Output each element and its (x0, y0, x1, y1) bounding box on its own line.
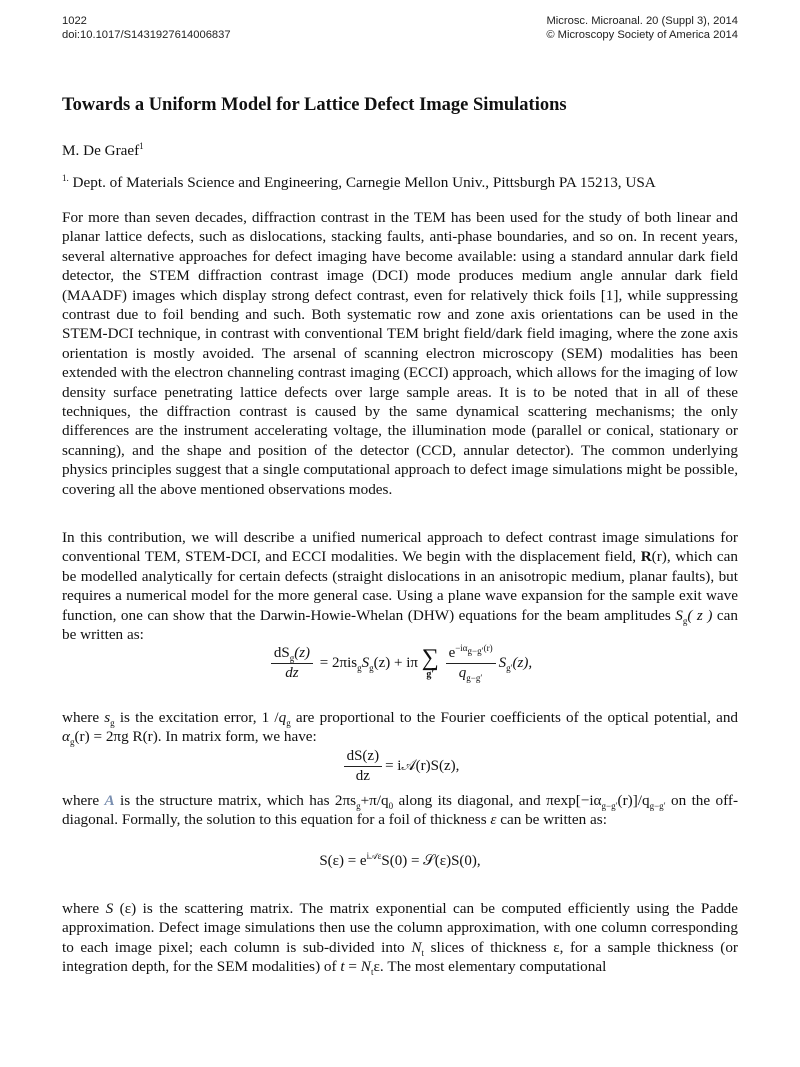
t: q (458, 665, 467, 681)
t: g (110, 718, 115, 729)
t: S (498, 654, 507, 671)
t: slices of thickness ε, for a sample thickness (or integration depth, for the SEM modalities) of (62, 938, 738, 976)
math-R: R (640, 548, 652, 566)
page-number: 1022 (62, 15, 87, 27)
paragraph-3 (62, 708, 738, 747)
t: +π/q (360, 792, 389, 809)
text: can be written as: (62, 606, 739, 644)
t: e (448, 645, 456, 661)
page-header-left (62, 14, 231, 42)
t: (r) (483, 643, 493, 653)
t: g (69, 737, 75, 748)
paragraph-2 (62, 528, 738, 644)
eq1-lhs (271, 644, 313, 683)
eq1-fraction (446, 644, 496, 683)
text: , which can be modelled analytically for certain defects (straight dislocations in an anisotropic medium, planar faults), but requires a numerical model for the more general case. Using a plane wave expansion for the sample exit wave function, one can show that the Darwin-Howie-Whelan (DHW) equations for the beam amplitudes (62, 548, 738, 624)
t: are proportional to the Fourier coefficients of the optical potential, and (290, 709, 739, 726)
equation-solution (0, 852, 800, 870)
t: t (340, 958, 345, 976)
math-r: (r) (651, 548, 667, 566)
t: S(ε) = e (319, 853, 367, 869)
math-z: ( z ) (687, 606, 713, 624)
t: where (62, 709, 105, 726)
author-affil-mark: 1 (139, 140, 144, 151)
t: (z) (294, 645, 311, 661)
t: = i𝒜(r)S(z), (385, 757, 460, 774)
t: N (360, 958, 371, 976)
t: t (370, 967, 374, 978)
t: g (286, 718, 291, 729)
t: 2πs (334, 792, 357, 809)
t: along its diagonal, and (393, 792, 547, 809)
t: S(0) = 𝒮(ε)S(0), (381, 853, 481, 869)
t: can be written as: (496, 811, 607, 829)
t: ∑ (421, 644, 439, 671)
t: dz (355, 768, 370, 784)
t: πexp[−iα (546, 792, 602, 809)
t: (z) + iπ (373, 654, 418, 671)
t: ε (490, 811, 497, 829)
t: ε. The most elementary computational (373, 958, 607, 976)
t: where (62, 792, 105, 809)
t: S (105, 900, 114, 917)
t: t (421, 947, 425, 958)
t: g−g′ (601, 801, 618, 812)
t: N (411, 938, 422, 956)
t: g (289, 653, 295, 663)
affil-text: Dept. of Materials Science and Engineering, Carnegie Mellon Univ., Pittsburgh PA 15213, USA (68, 174, 656, 191)
t: = (344, 958, 361, 976)
t: g′ (426, 668, 435, 680)
math-sub: g (682, 615, 688, 626)
t: i𝒜ε (366, 851, 382, 861)
t: g (369, 662, 374, 673)
eq2-lhs (344, 747, 383, 786)
t: (r)]/q (617, 792, 650, 809)
t: −iα (455, 643, 468, 653)
affiliation (62, 173, 738, 192)
paragraph-1: For more than seven decades, diffraction contrast in the TEM has been used for the study of both linear and planar lattice defects, such as dislocations, stacking faults, anti-phase boundaries, and so on. In recent years, several alternative approaches for defect imaging have become available: using a standard annular dark field detector, the STEM diffraction contrast image (DCI) mode produces medium angle annular dark field (MAADF) images which display strong defect contrast, even for relatively thick foils [1], while suppressing contrast due to foil bending and such. Both systematic row and zone axis orientations can be used in the STEM-DCI technique, in contrast with conventional TEM bright field/dark field imaging, where the zone axis orientation is mostly avoided. The arsenal of scanning electron microscopy (SEM) modalities has been extended with the electron channeling contrast imaging (ECCI) approach, which allows for the imaging of low density surface penetrating lattice defects over large sample areas. It is to be noted that in all of these techniques, the diffraction contrast is caused by the same dynamical scattering mechanisms; the only differences are the instrument accelerating voltage, the illumination mode (parallel or conical, stationary or scanning), and the shape and position of the detector (CCD, annular detector). The common underlying physics principles suggest that a single computational approach to defect image simulations might be possible, covering all the above mentioned observations modes. (62, 209, 738, 498)
t: on the off-diagonal. Formally, the solution to this equation for a foil of thickness (62, 792, 738, 829)
affil-mark: 1. (62, 172, 69, 183)
doi: doi:10.1017/S1431927614006837 (62, 29, 231, 41)
t: = 2πis (319, 654, 358, 671)
t: (ε) is the scattering matrix. The matrix exponential can be computed efficiently using the Padde approximation. Defect image simulations then use the column approximation, with one column corresponding to each image pixel; each column is sub-divided into (62, 900, 738, 956)
author (62, 141, 738, 160)
t: 0 (388, 801, 394, 812)
t: g (357, 662, 362, 673)
sum-symbol (421, 644, 439, 681)
math-A: A (104, 792, 115, 809)
t: g′ (506, 662, 513, 673)
t: s (104, 709, 111, 726)
t: (r) = 2πg R(r). In matrix form, we have: (74, 728, 317, 746)
paper-title: Towards a Uniform Model for Lattice Defect Image Simulations (62, 95, 567, 115)
t: g−g′ (649, 801, 666, 812)
t: dS(z) (344, 747, 383, 767)
t: is the structure matrix, which has (114, 792, 335, 809)
t: dS (273, 645, 290, 661)
t: g−g′ (466, 673, 483, 683)
equation-matrix (0, 747, 800, 786)
equation-dhw (0, 644, 800, 683)
t: where (62, 900, 106, 917)
author-name: M. De Graef (62, 142, 140, 159)
math-S: S (675, 606, 683, 624)
t: (z), (512, 654, 533, 671)
paragraph-3b (62, 791, 738, 830)
t: is the excitation error, 1 / (114, 709, 279, 726)
t: g−g′ (467, 645, 484, 656)
t: q (278, 709, 287, 726)
copyright: © Microscopy Society of America 2014 (546, 29, 738, 41)
t: S (361, 654, 370, 671)
journal-citation: Microsc. Microanal. 20 (Suppl 3), 2014 (546, 15, 738, 27)
text: In this contribution, we will describe a unified numerical approach to defect contrast image simulations for conventional TEM, STEM-DCI, and ECCI modalities. We begin with the displacement field, (62, 529, 738, 566)
page-header-right (546, 14, 738, 42)
t: g (356, 801, 361, 812)
t: dz (285, 665, 299, 681)
paragraph-4 (62, 899, 738, 977)
t: α (62, 728, 70, 746)
